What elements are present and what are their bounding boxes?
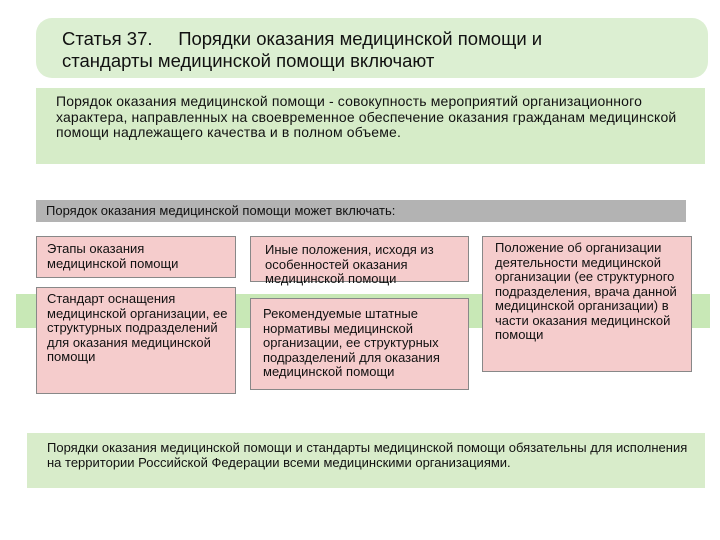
item-stages-of-care: Этапы оказания медицинской помощи bbox=[36, 236, 236, 278]
item-staffing-norms: Рекомендуемые штатные нормативы медицинской организации, ее структурных подразделений для оказания медицинской помощи bbox=[250, 298, 469, 390]
definition-text: Порядок оказания медицинской помощи - совокупность мероприятий организационного характера, направленных на своевременное обеспечение оказания гражданам медицинской помощи надлежащего качества и в полном объеме. bbox=[36, 88, 705, 164]
obligation-note: Порядки оказания медицинской помощи и стандарты медицинской помощи обязательны для исполнения на территории Российской Федерации всеми медицинскими организациями. bbox=[27, 433, 705, 488]
article-title-line-1: Статья 37. Порядки оказания медицинской помощи и bbox=[62, 28, 543, 49]
article-title-line-2: стандарты медицинской помощи включают bbox=[62, 50, 435, 71]
item-other-provisions: Иные положения, исходя из особенностей оказания медицинской помощи bbox=[250, 236, 469, 282]
article-title bbox=[36, 18, 708, 78]
item-equipment-standard: Стандарт оснащения медицинской организации, ее структурных подразделений для оказания медицинской помощи bbox=[36, 287, 236, 394]
may-include-header: Порядок оказания медицинской помощи может включать: bbox=[36, 200, 686, 222]
item-organization-regulation: Положение об организации деятельности медицинской организации (ее структурного подразделения, врача данной медицинской организации) в части оказания медицинской помощи bbox=[482, 236, 692, 372]
